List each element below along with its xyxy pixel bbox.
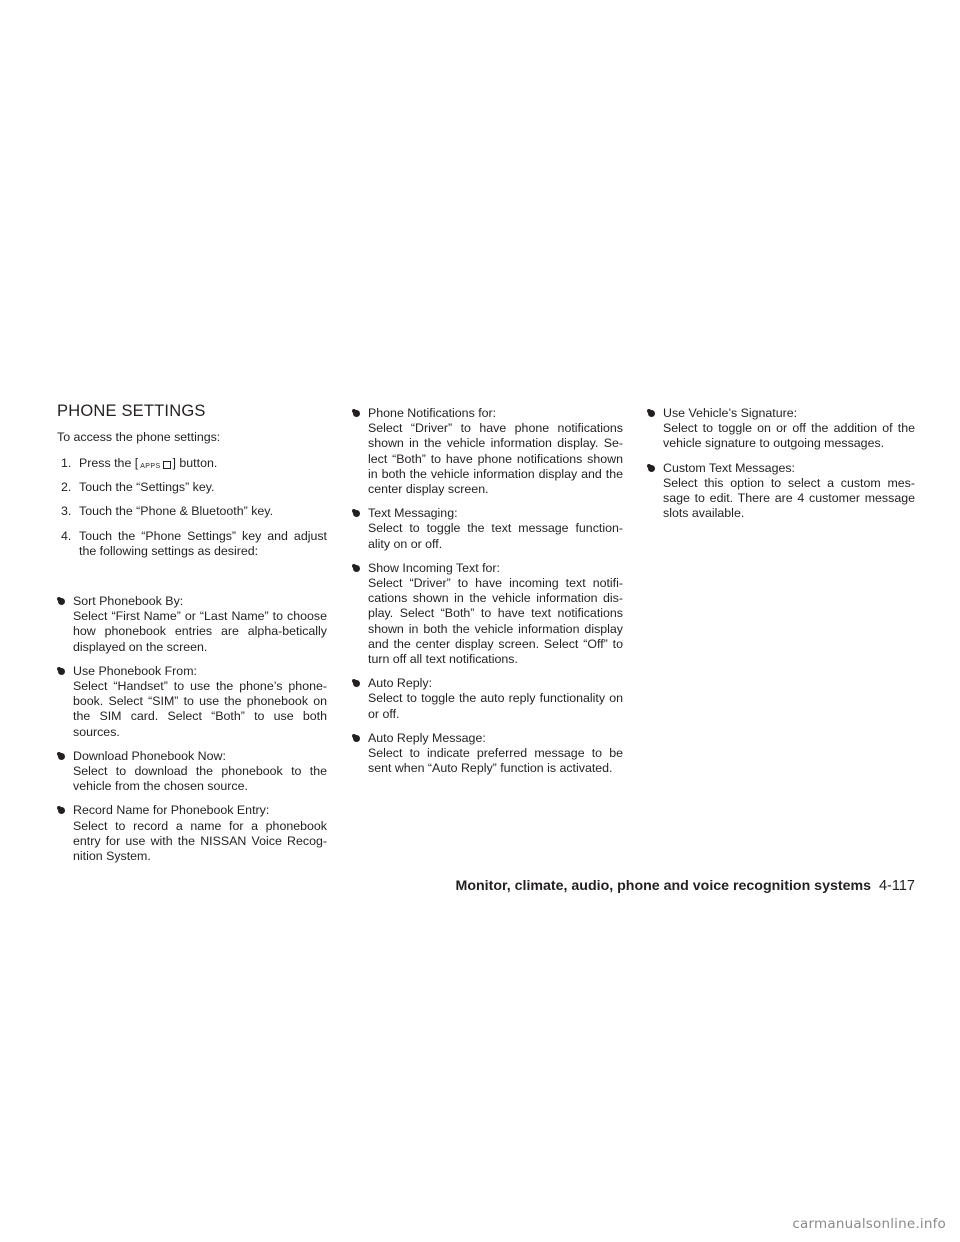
step-text: Touch the “Settings” key. <box>79 480 215 495</box>
bullet-body: Select to toggle the auto reply functionality on or off. <box>368 691 623 721</box>
bullet-item <box>57 749 327 795</box>
bullet-icon <box>58 668 65 675</box>
step-number: 4. <box>61 528 72 543</box>
bullet-heading: Phone Notifications for: <box>368 406 497 420</box>
page-number: 4-117 <box>878 878 915 894</box>
bullet-heading: Custom Text Messages: <box>663 460 795 475</box>
bullet-body: Select to toggle the text message function-ality on or off. <box>368 521 623 551</box>
bullet-heading: Download Phonebook Now: <box>73 748 226 763</box>
bullet-item <box>352 406 623 497</box>
bullet-heading: Sort Phonebook By: <box>73 594 184 608</box>
bullet-list-1 <box>57 594 327 873</box>
intro-text: To access the phone settings: <box>57 430 221 444</box>
bullet-body: Select “Driver” to have incoming text notifi-cations shown in the vehicle information dis-play. Select “Both” to have text notifications shown in both the vehicle information display and the center display screen. Select “Off” to turn off all text notifications. <box>368 576 623 667</box>
bullet-heading: Use Vehicle’s Signature: <box>663 406 798 420</box>
watermark: carmanualsonline.info <box>792 1216 946 1232</box>
step-text-after: ] button. <box>172 456 218 470</box>
bullet-icon <box>353 735 360 742</box>
bullet-item <box>352 731 623 777</box>
bullet-body: Select “Handset” to use the phone’s phone-book. Select “SIM” to use the phonebook on the SIM card. Select “Both” to use both sources. <box>73 679 327 739</box>
bullet-body: Select “First Name” or “Last Name” to choose how phonebook entries are alpha-betically displayed on the screen. <box>73 609 327 654</box>
bullet-body: Select this option to select a custom mes-sage to edit. There are 4 customer message slots available. <box>663 475 915 521</box>
bullet-list-2 <box>352 406 623 785</box>
step-2 <box>57 480 327 495</box>
step-text: Touch the “Phone & Bluetooth” key. <box>79 504 274 519</box>
bullet-icon <box>648 465 655 472</box>
bullet-body: Select to download the phonebook to the vehicle from the chosen source. <box>73 764 327 794</box>
bullet-icon <box>58 598 65 605</box>
bullet-item <box>57 594 327 655</box>
apps-button-icon: APPS <box>140 461 170 471</box>
bullet-heading: Text Messaging: <box>368 506 458 521</box>
step-number: 2. <box>61 480 72 495</box>
step-3 <box>57 504 327 519</box>
bullet-item <box>57 664 327 740</box>
bullet-icon <box>353 565 360 572</box>
bullet-body: Select “Driver” to have phone notifications shown in the vehicle information display. Se-lect “Both” to have phone notifications shown in both the vehicle information display and the center display screen. <box>368 421 623 497</box>
bullet-item <box>352 561 623 667</box>
bullet-item <box>352 506 623 552</box>
bullet-item <box>352 676 623 722</box>
page-footer <box>456 878 915 894</box>
bullet-heading: Auto Reply Message: <box>368 730 486 745</box>
step-text: Touch the “Phone Settings” key and adjust the following settings as desired: <box>79 528 327 558</box>
step-4 <box>57 529 327 559</box>
bullet-item <box>647 461 915 522</box>
bullet-icon <box>58 807 65 814</box>
bullet-icon <box>648 410 655 417</box>
bullet-icon <box>353 410 360 417</box>
bullet-icon <box>353 680 360 687</box>
bullet-heading: Show Incoming Text for: <box>368 560 501 575</box>
chapter-title: Monitor, climate, audio, phone and voice recognition systems <box>455 878 871 894</box>
bullet-body: Select to indicate preferred message to be sent when “Auto Reply” function is activated. <box>368 746 623 776</box>
section-title: PHONE SETTINGS <box>57 402 206 420</box>
bullet-icon <box>353 510 360 517</box>
bullet-heading: Use Phonebook From: <box>73 663 197 678</box>
step-1 <box>57 456 327 471</box>
step-text-before: Press the [ <box>79 456 139 470</box>
step-number: 1. <box>61 456 72 470</box>
bullet-body: Select to record a name for a phonebook entry for use with the NISSAN Voice Recog-nition System. <box>73 818 327 864</box>
bullet-list-3 <box>647 406 915 530</box>
bullet-heading: Auto Reply: <box>368 676 433 691</box>
bullet-body: Select to toggle on or off the addition of the vehicle signature to outgoing messages. <box>663 421 915 451</box>
bullet-heading: Record Name for Phonebook Entry: <box>73 803 270 818</box>
bullet-item <box>57 803 327 864</box>
bullet-item <box>647 406 915 452</box>
bullet-icon <box>58 753 65 760</box>
step-number: 3. <box>61 504 72 519</box>
steps-list <box>57 456 327 568</box>
